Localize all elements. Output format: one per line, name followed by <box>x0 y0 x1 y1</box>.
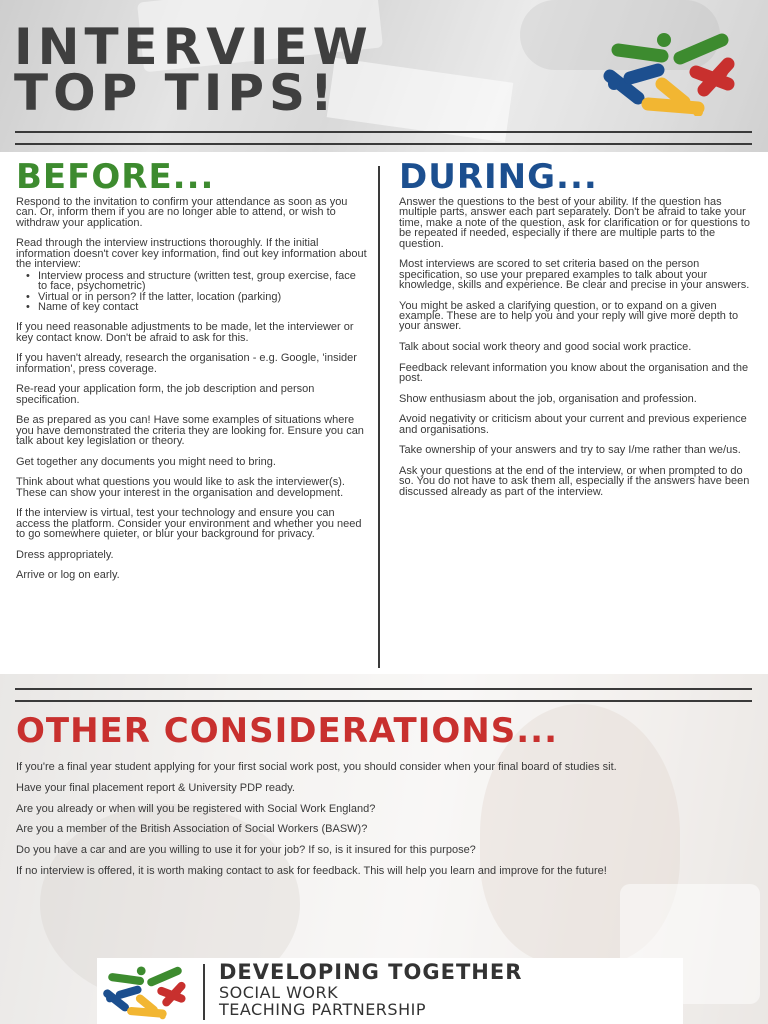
before-paragraph: If you haven't already, research the organisation - e.g. Google, 'insider information', press coverage. <box>16 352 357 375</box>
title-line-2: TOP TIPS! <box>14 64 338 122</box>
during-heading: DURING... <box>399 157 598 197</box>
list-item: • Virtual or in person? If the latter, location (parking) <box>38 292 368 302</box>
footer-wordmark <box>219 960 522 1018</box>
before-column <box>16 158 368 591</box>
other-paragraph: Are you already or when will you be registered with Social Work England? <box>16 802 376 815</box>
footer-subtitle-2: TEACHING PARTNERSHIP <box>219 1000 426 1019</box>
before-paragraph: Think about what questions you would like to ask the interviewer(s). These can show your interest in the organisation and development. <box>16 476 345 499</box>
other-paragraph: If you're a final year student applying for your first social work post, you should consider when your final board of studies sit. <box>16 761 617 773</box>
before-bullet-list <box>38 271 368 313</box>
before-paragraph: Get together any documents you might need to bring. <box>16 455 276 468</box>
before-paragraph: Read through the interview instructions thoroughly. If the initial information doesn't cover key information, find out key information about the interview: <box>16 237 367 271</box>
during-paragraph: Answer the questions to the best of your ability. If the question has multiple parts, answer each part separately. Don't be afraid to take your time, make a note of the question, ask for clarification or for questions to be repeated if needed, especially if there are multiple parts to the question. <box>399 196 750 250</box>
before-heading: BEFORE... <box>16 157 215 197</box>
during-paragraph: Ask your questions at the end of the interview, or when prompted to do so. You do not have to ask them all, especially if the answers have been discussed already as part of the interview. <box>399 464 750 498</box>
header-banner <box>0 0 768 152</box>
before-paragraph: If the interview is virtual, test your technology and ensure you can access the platform. Consider your environment and whether you need to go somewhere quieter, or blur your background for privacy. <box>16 507 362 541</box>
before-body <box>16 197 368 581</box>
during-paragraph: Most interviews are scored to set criteria based on the person specification, so use your prepared examples to talk about your knowledge, skills and experience. Be clear and precise in your answers. <box>399 258 750 292</box>
during-paragraph: Take ownership of your answers and try to say I/me rather than we/us. <box>399 444 741 457</box>
footer-title: DEVELOPING TOGETHER <box>219 960 523 984</box>
before-paragraph: If you need reasonable adjustments to be made, let the interviewer or key contact know. Don't be afraid to ask for this. <box>16 321 354 344</box>
other-paragraph: Have your final placement report & University PDP ready. <box>16 781 295 794</box>
partnership-logo-icon <box>101 962 189 1020</box>
section-rule-bottom <box>15 700 752 702</box>
other-considerations-heading: OTHER CONSIDERATIONS... <box>16 711 558 751</box>
before-paragraph: Dress appropriately. <box>16 548 114 561</box>
section-rule-top <box>15 688 752 690</box>
footer-branding <box>97 958 683 1024</box>
during-paragraph: You might be asked a clarifying question, or to expand on a given example. These are to help you and your reply will give more depth to your answer. <box>399 299 739 333</box>
footer-subtitle-1: SOCIAL WORK <box>219 983 339 1002</box>
before-paragraph: Be as prepared as you can! Have some examples of situations where you have demonstrated the criteria they are looking for. Ensure you can talk about key legislation or theory. <box>16 414 364 448</box>
list-item: • Name of key contact <box>38 302 368 312</box>
before-paragraph: Respond to the invitation to confirm your attendance as soon as you can. Or, inform them if you are no longer able to attend, or wish to withdraw your application. <box>16 196 348 229</box>
other-paragraph: Are you a member of the British Association of Social Workers (BASW)? <box>16 823 368 836</box>
during-paragraph: Talk about social work theory and good social work practice. <box>399 341 692 354</box>
other-paragraph: Do you have a car and are you willing to use it for your job? If so, is it insured for this purpose? <box>16 844 476 857</box>
header-rule-bottom <box>15 143 752 145</box>
during-column <box>399 158 754 507</box>
column-divider <box>378 166 380 668</box>
other-considerations-body <box>16 762 736 887</box>
other-paragraph: If no interview is offered, it is worth making contact to ask for feedback. This will help you learn and improve for the future! <box>16 864 607 877</box>
before-paragraph: Re-read your application form, the job description and person specification. <box>16 383 315 406</box>
before-paragraph: Arrive or log on early. <box>16 569 120 582</box>
page-title <box>14 18 574 122</box>
during-body <box>399 197 754 497</box>
title-line-1: INTERVIEW <box>14 18 373 76</box>
partnership-logo-icon <box>600 28 740 116</box>
list-item: • Interview process and structure (written test, group exercise, face to face, psychometric) <box>38 271 368 292</box>
during-paragraph: Avoid negativity or criticism about your current and previous experience and organisations. <box>399 413 747 436</box>
header-rule-top <box>15 131 752 133</box>
footer-divider <box>203 964 205 1020</box>
during-paragraph: Feedback relevant information you know about the organisation and the post. <box>399 361 749 385</box>
during-paragraph: Show enthusiasm about the job, organisation and profession. <box>399 392 697 405</box>
